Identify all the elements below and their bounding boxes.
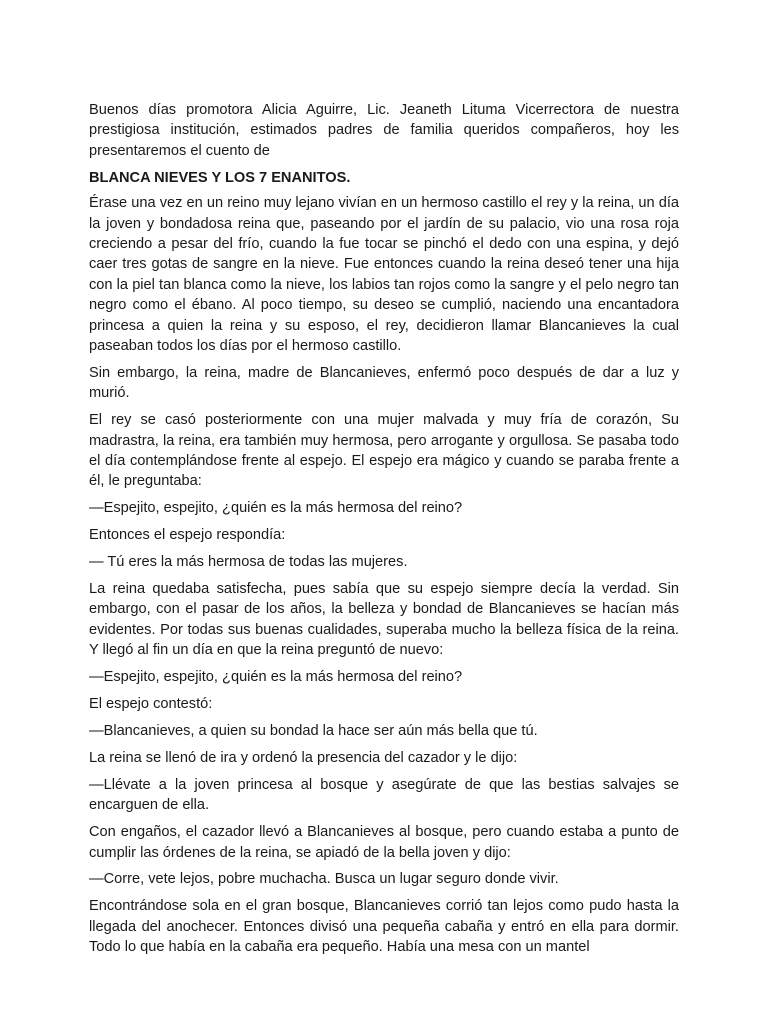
body-paragraph: Encontrándose sola en el gran bosque, Blancanieves corrió tan lejos como pudo hasta la llegada del anochecer. Entonces divisó una pequeña cabaña y entró en ella para dormir. Todo lo que había en la cabaña era pequeño. Había una mesa con un mantel bbox=[89, 898, 679, 956]
dialogue-line: —Blancanieves, a quien su bondad la hace ser aún más bella que tú. bbox=[89, 722, 538, 739]
body-paragraph: Érase una vez en un reino muy lejano vivían en un hermoso castillo el rey y la reina, un día la joven y bondadosa reina que, paseando por el jardín de su palacio, vio una rosa roja creciendo a pesar del frío, cuando la fue tocar se pinchó el dedo con una espina, y dejó caer tres gotas de sangre en la nieve. Fue entonces cuando la reina deseó tener una hija con la piel tan blanca como la nieve, los labios tan rojos como la sangre y el pelo negro tan negro como el ébano. Al poco tiempo, su deseo se cumplió, naciendo una encantadora princesa a quien la reina y su esposo, el rey, decidieron llamar Blancanieves la cual paseaban todos los días por el hermoso castillo. bbox=[89, 195, 679, 354]
document-body bbox=[89, 100, 679, 958]
body-paragraph: Entonces el espejo respondía: bbox=[89, 527, 286, 544]
dialogue-line: —Espejito, espejito, ¿quién es la más hermosa del reino? bbox=[89, 669, 463, 686]
body-paragraph: La reina se llenó de ira y ordenó la presencia del cazador y le dijo: bbox=[89, 749, 518, 766]
intro-paragraph: Buenos días promotora Alicia Aguirre, Lic. Jeaneth Lituma Vicerrectora de nuestra prestigiosa institución, estimados padres de familia queridos compañeros, hoy les presentaremos el cuento de bbox=[89, 102, 679, 159]
dialogue-line: —Espejito, espejito, ¿quién es la más hermosa del reino? bbox=[89, 500, 463, 517]
dialogue-line: —Llévate a la joven princesa al bosque y asegúrate de que las bestias salvajes se encarguen de ella. bbox=[89, 776, 679, 814]
dialogue-line: —Corre, vete lejos, pobre muchacha. Busca un lugar seguro donde vivir. bbox=[89, 871, 559, 888]
body-paragraph: El rey se casó posteriormente con una mujer malvada y muy fría de corazón, Su madrastra, la reina, era también muy hermosa, pero arrogante y orgullosa. Se pasaba todo el día contemplándose frente al espejo. El espejo era mágico y cuando se paraba frente a él, le preguntaba: bbox=[89, 412, 679, 490]
body-paragraph: El espejo contestó: bbox=[89, 696, 213, 713]
body-paragraph: Sin embargo, la reina, madre de Blancanieves, enfermó poco después de dar a luz y murió. bbox=[89, 364, 679, 402]
dialogue-line: — Tú eres la más hermosa de todas las mujeres. bbox=[89, 554, 408, 571]
body-paragraph: Con engaños, el cazador llevó a Blancanieves al bosque, pero cuando estaba a punto de cumplir las órdenes de la reina, se apiadó de la bella joven y dijo: bbox=[89, 824, 679, 861]
body-paragraph: La reina quedaba satisfecha, pues sabía que su espejo siempre decía la verdad. Sin embargo, con el pasar de los años, la belleza y bondad de Blancanieves se hacían más evidentes. Por todas sus buenas cualidades, superaba mucho la belleza física de la reina. Y llegó al fin un día en que la reina preguntó de nuevo: bbox=[89, 581, 679, 659]
story-title: BLANCA NIEVES Y LOS 7 ENANITOS. bbox=[89, 169, 351, 186]
